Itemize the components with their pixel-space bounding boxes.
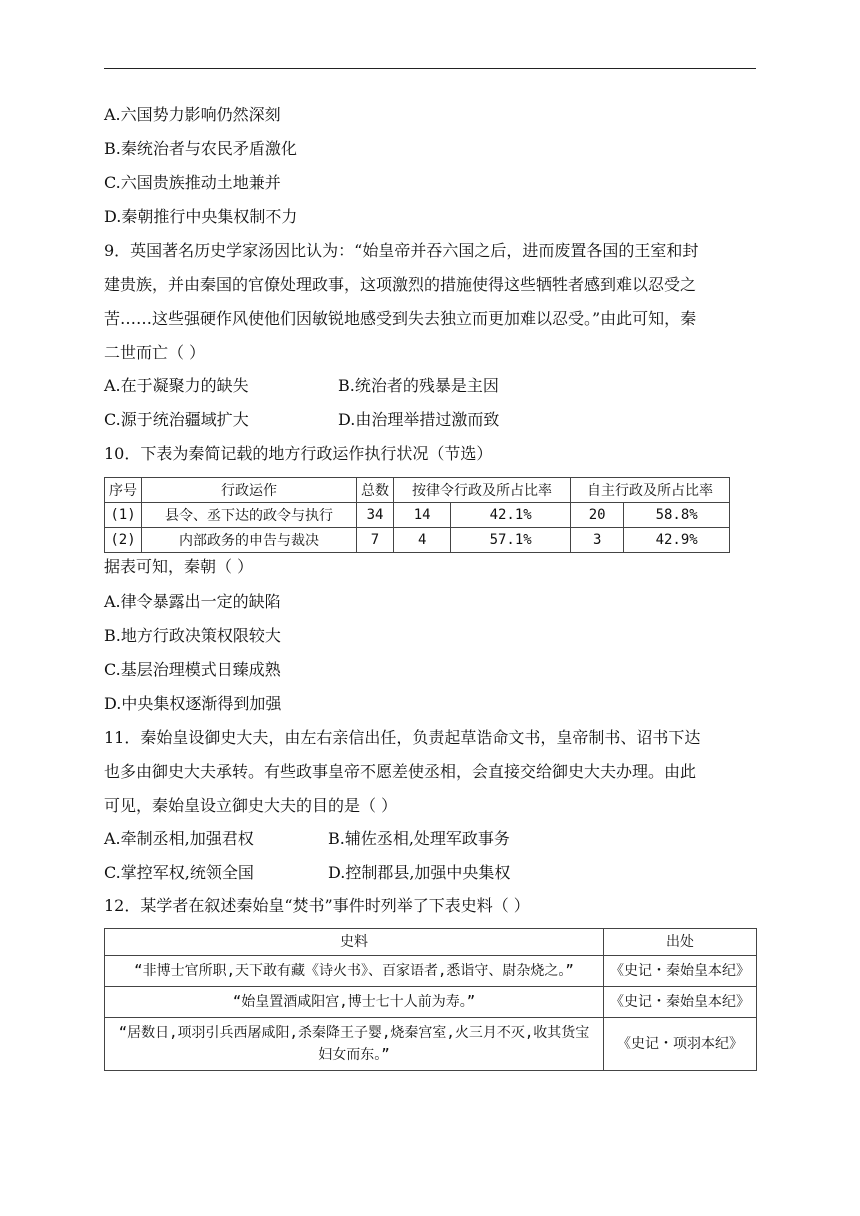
q10-stem: 10．下表为秦简记载的地方行政运作执行状况（节选） xyxy=(104,444,493,463)
option-c[interactable]: C.六国贵族推动土地兼并 xyxy=(104,173,281,192)
q12-table xyxy=(104,928,757,1071)
q10-after-table: 据表可知，秦朝（ ） xyxy=(104,557,254,576)
q9-stem-line-4: 二世而亡（ ） xyxy=(104,343,206,362)
table-cell: 《史记・项羽本纪》 xyxy=(604,1018,757,1071)
q9-option-b[interactable]: B.统治者的残暴是主因 xyxy=(338,376,499,395)
option-b[interactable]: B.秦统治者与农民矛盾激化 xyxy=(104,139,297,158)
table-cell: “非博士官所职,天下敢有藏《诗火书》、百家语者,悉诣守、尉杂烧之。” xyxy=(105,956,604,987)
q11-option-d[interactable]: D.控制郡县,加强中央集权 xyxy=(328,863,511,882)
table-header-row xyxy=(105,478,730,503)
q12-stem: 12．某学者在叙述秦始皇“焚书”事件时列举了下表史料（ ） xyxy=(104,896,530,915)
q11-option-c[interactable]: C.掌控军权,统领全国 xyxy=(104,863,254,882)
q11-stem-line-2: 也多由御史大夫承转。有些政事皇帝不愿差使丞相，会直接交给御史大夫办理。由此 xyxy=(104,762,697,781)
option-d[interactable]: D.秦朝推行中央集权制不力 xyxy=(104,207,298,226)
header-cell: 序号 xyxy=(105,478,142,503)
table-cell: 《史记・秦始皇本纪》 xyxy=(604,956,757,987)
q11-option-b[interactable]: B.辅佐丞相,处理军政事务 xyxy=(328,829,510,848)
table-cell: 42.9% xyxy=(624,528,730,553)
q11-stem-line-3: 可见，秦始皇设立御史大夫的目的是（ ） xyxy=(104,796,398,815)
table-header-row xyxy=(105,929,757,956)
table-cell: 20 xyxy=(571,503,624,528)
table-row xyxy=(105,528,730,553)
option-a[interactable]: A.六国势力影响仍然深刻 xyxy=(104,105,281,124)
q10-option-a[interactable]: A.律令暴露出一定的缺陷 xyxy=(104,592,281,611)
table-cell: 3 xyxy=(571,528,624,553)
table-cell: 42.1% xyxy=(451,503,571,528)
q9-option-c[interactable]: C.源于统治疆域扩大 xyxy=(104,410,249,429)
q9-stem-line-1: 9．英国著名历史学家汤因比认为：“始皇帝并吞六国之后，进而废置各国的王室和封 xyxy=(104,241,699,260)
q9-stem-line-2: 建贵族，并由秦国的官僚处理政事，这项激烈的措施使得这些牺牲者感到难以忍受之 xyxy=(104,275,697,294)
q11-stem-line-1: 11．秦始皇设御史大夫，由左右亲信出任，负责起草诰命文书，皇帝制书、诏书下达 xyxy=(104,728,701,747)
q9-option-d[interactable]: D.由治理举措过激而致 xyxy=(338,410,500,429)
table-cell: 内部政务的申告与裁决 xyxy=(142,528,357,553)
q9-option-a[interactable]: A.在于凝聚力的缺失 xyxy=(104,376,249,395)
header-cell: 出处 xyxy=(604,929,757,956)
q10-option-b[interactable]: B.地方行政决策权限较大 xyxy=(104,626,281,645)
table-cell: “始皇置酒咸阳宫,博士七十人前为寿。” xyxy=(105,987,604,1018)
header-cell: 史料 xyxy=(105,929,604,956)
table-row xyxy=(105,987,757,1018)
table-cell: (1) xyxy=(105,503,142,528)
table-cell: “居数日,项羽引兵西屠咸阳,杀秦降王子婴,烧秦宫室,火三月不灭,收其货宝妇女而东。” xyxy=(105,1018,604,1071)
table-row xyxy=(105,1018,757,1071)
q11-option-a[interactable]: A.牵制丞相,加强君权 xyxy=(104,829,254,848)
header-cell: 自主行政及所占比率 xyxy=(571,478,730,503)
table-row xyxy=(105,503,730,528)
header-cell: 按律令行政及所占比率 xyxy=(394,478,571,503)
table-cell: 4 xyxy=(394,528,451,553)
table-cell: (2) xyxy=(105,528,142,553)
header-cell: 总数 xyxy=(357,478,394,503)
q10-option-c[interactable]: C.基层治理模式日臻成熟 xyxy=(104,660,281,679)
header-cell: 行政运作 xyxy=(142,478,357,503)
table-cell: 《史记・秦始皇本纪》 xyxy=(604,987,757,1018)
table-row xyxy=(105,956,757,987)
q10-table xyxy=(104,477,730,553)
table-cell: 57.1% xyxy=(451,528,571,553)
table-cell: 7 xyxy=(357,528,394,553)
header-rule xyxy=(104,68,756,69)
table-cell: 14 xyxy=(394,503,451,528)
q9-stem-line-3: 苦……这些强硬作风使他们因敏锐地感受到失去独立而更加难以忍受。”由此可知，秦 xyxy=(104,309,697,328)
q10-option-d[interactable]: D.中央集权逐渐得到加强 xyxy=(104,694,282,713)
table-cell: 58.8% xyxy=(624,503,730,528)
table-cell: 34 xyxy=(357,503,394,528)
table-cell: 县令、丞下达的政令与执行 xyxy=(142,503,357,528)
